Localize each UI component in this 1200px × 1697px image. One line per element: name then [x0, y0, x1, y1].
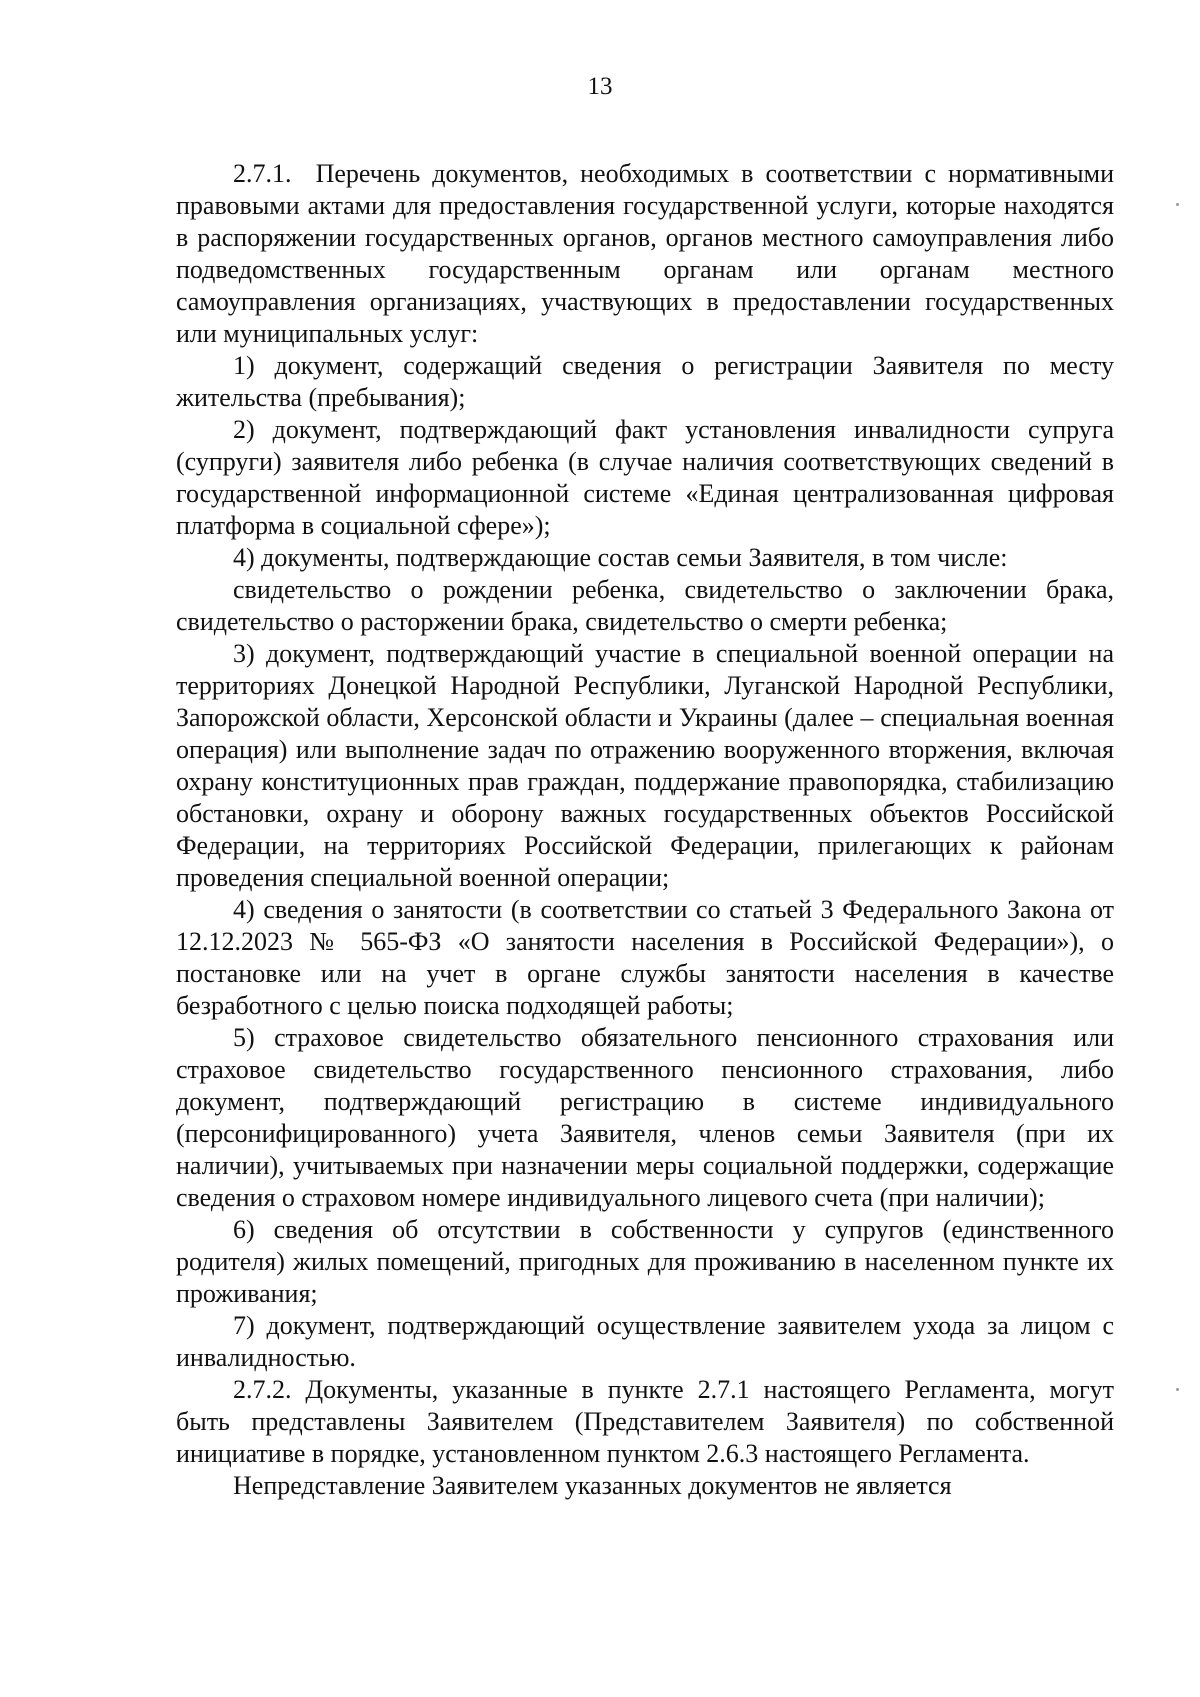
list-item-pension-insurance: 5) страховое свидетельство обязательного пенсионного страхования или страховое свидетельство государственного пенсионного страхования, либо документ, подтверждающий регистрацию в системе индивидуального (персонифицированного) учета Заявителя, членов семьи Заявителя (при их наличии), учитываемых при назначении меры социальной поддержки, содержащие сведения о страховом номере индивидуального лицевого счета (при наличии); [176, 1023, 1114, 1212]
list-item-no-housing: 6) сведения об отсутствии в собственности у супругов (единственного родителя) жилых помещений, пригодных для проживанию в населенном пункте их проживания; [176, 1215, 1114, 1308]
page-number: 13 [587, 73, 613, 100]
list-item-military-operation: 3) документ, подтверждающий участие в специальной военной операции на территориях Донецкой Народной Республики, Луганской Народной Республики, Запорожской области, Херсонской области и Украины (далее – специальная военная операция) или выполнение задач по отражению вооруженного вторжения, включая охрану конституционных прав граждан, поддержание правопорядка, стабилизацию обстановки, охрану и оборону важных государственных объектов Российской Федерации, на территориях Российской Федерации, прилегающих к районам проведения специальной военной операции; [176, 639, 1114, 892]
list-item-family-certificates: свидетельство о рождении ребенка, свидетельство о заключении брака, свидетельство о расторжении брака, свидетельство о смерти ребенка; [176, 575, 1114, 636]
document-body [176, 158, 1114, 1502]
paragraph-non-submission: Непредставление Заявителем указанных документов не является [233, 1471, 952, 1500]
paragraph-2-7-1: 2.7.1. Перечень документов, необходимых в соответствии с нормативными правовыми актами для предоставления государственной услуги, которые находятся в распоряжении государственных органов, органов местного самоуправления либо подведомственных государственным органам или органам местного самоуправления организациях, участвующих в предоставлении государственных или муниципальных услуг: [176, 159, 1114, 348]
scan-speck [1176, 203, 1179, 206]
list-item-employment-info: 4) сведения о занятости (в соответствии со статьей 3 Федерального Закона от 12.12.2023 № 565-ФЗ «О занятости населения в Российской Федерации»), о постановке или на учет в органе службы занятости населения в качестве безработного с целью поиска подходящей работы; [176, 895, 1114, 1020]
paragraph-2-7-2: 2.7.2. Документы, указанные в пункте 2.7.1 настоящего Регламента, могут быть представлены Заявителем (Представителем Заявителя) по собственной инициативе в порядке, установленном пунктом 2.6.3 настоящего Регламента. [176, 1375, 1114, 1468]
list-item-residence-registration: 1) документ, содержащий сведения о регистрации Заявителя по месту жительства (пребывания); [176, 351, 1114, 412]
scan-speck [1176, 1388, 1179, 1391]
list-item-care-disability: 7) документ, подтверждающий осуществление заявителем ухода за лицом с инвалидностью. [176, 1311, 1114, 1372]
list-item-disability-confirmation: 2) документ, подтверждающий факт установления инвалидности супруга (супруги) заявителя либо ребенка (в случае наличия соответствующих сведений в государственной информационной системе «Единая централизованная цифровая платформа в социальной сфере»); [176, 415, 1114, 540]
list-item-family-composition: 4) документы, подтверждающие состав семьи Заявителя, в том числе: [233, 543, 1008, 572]
